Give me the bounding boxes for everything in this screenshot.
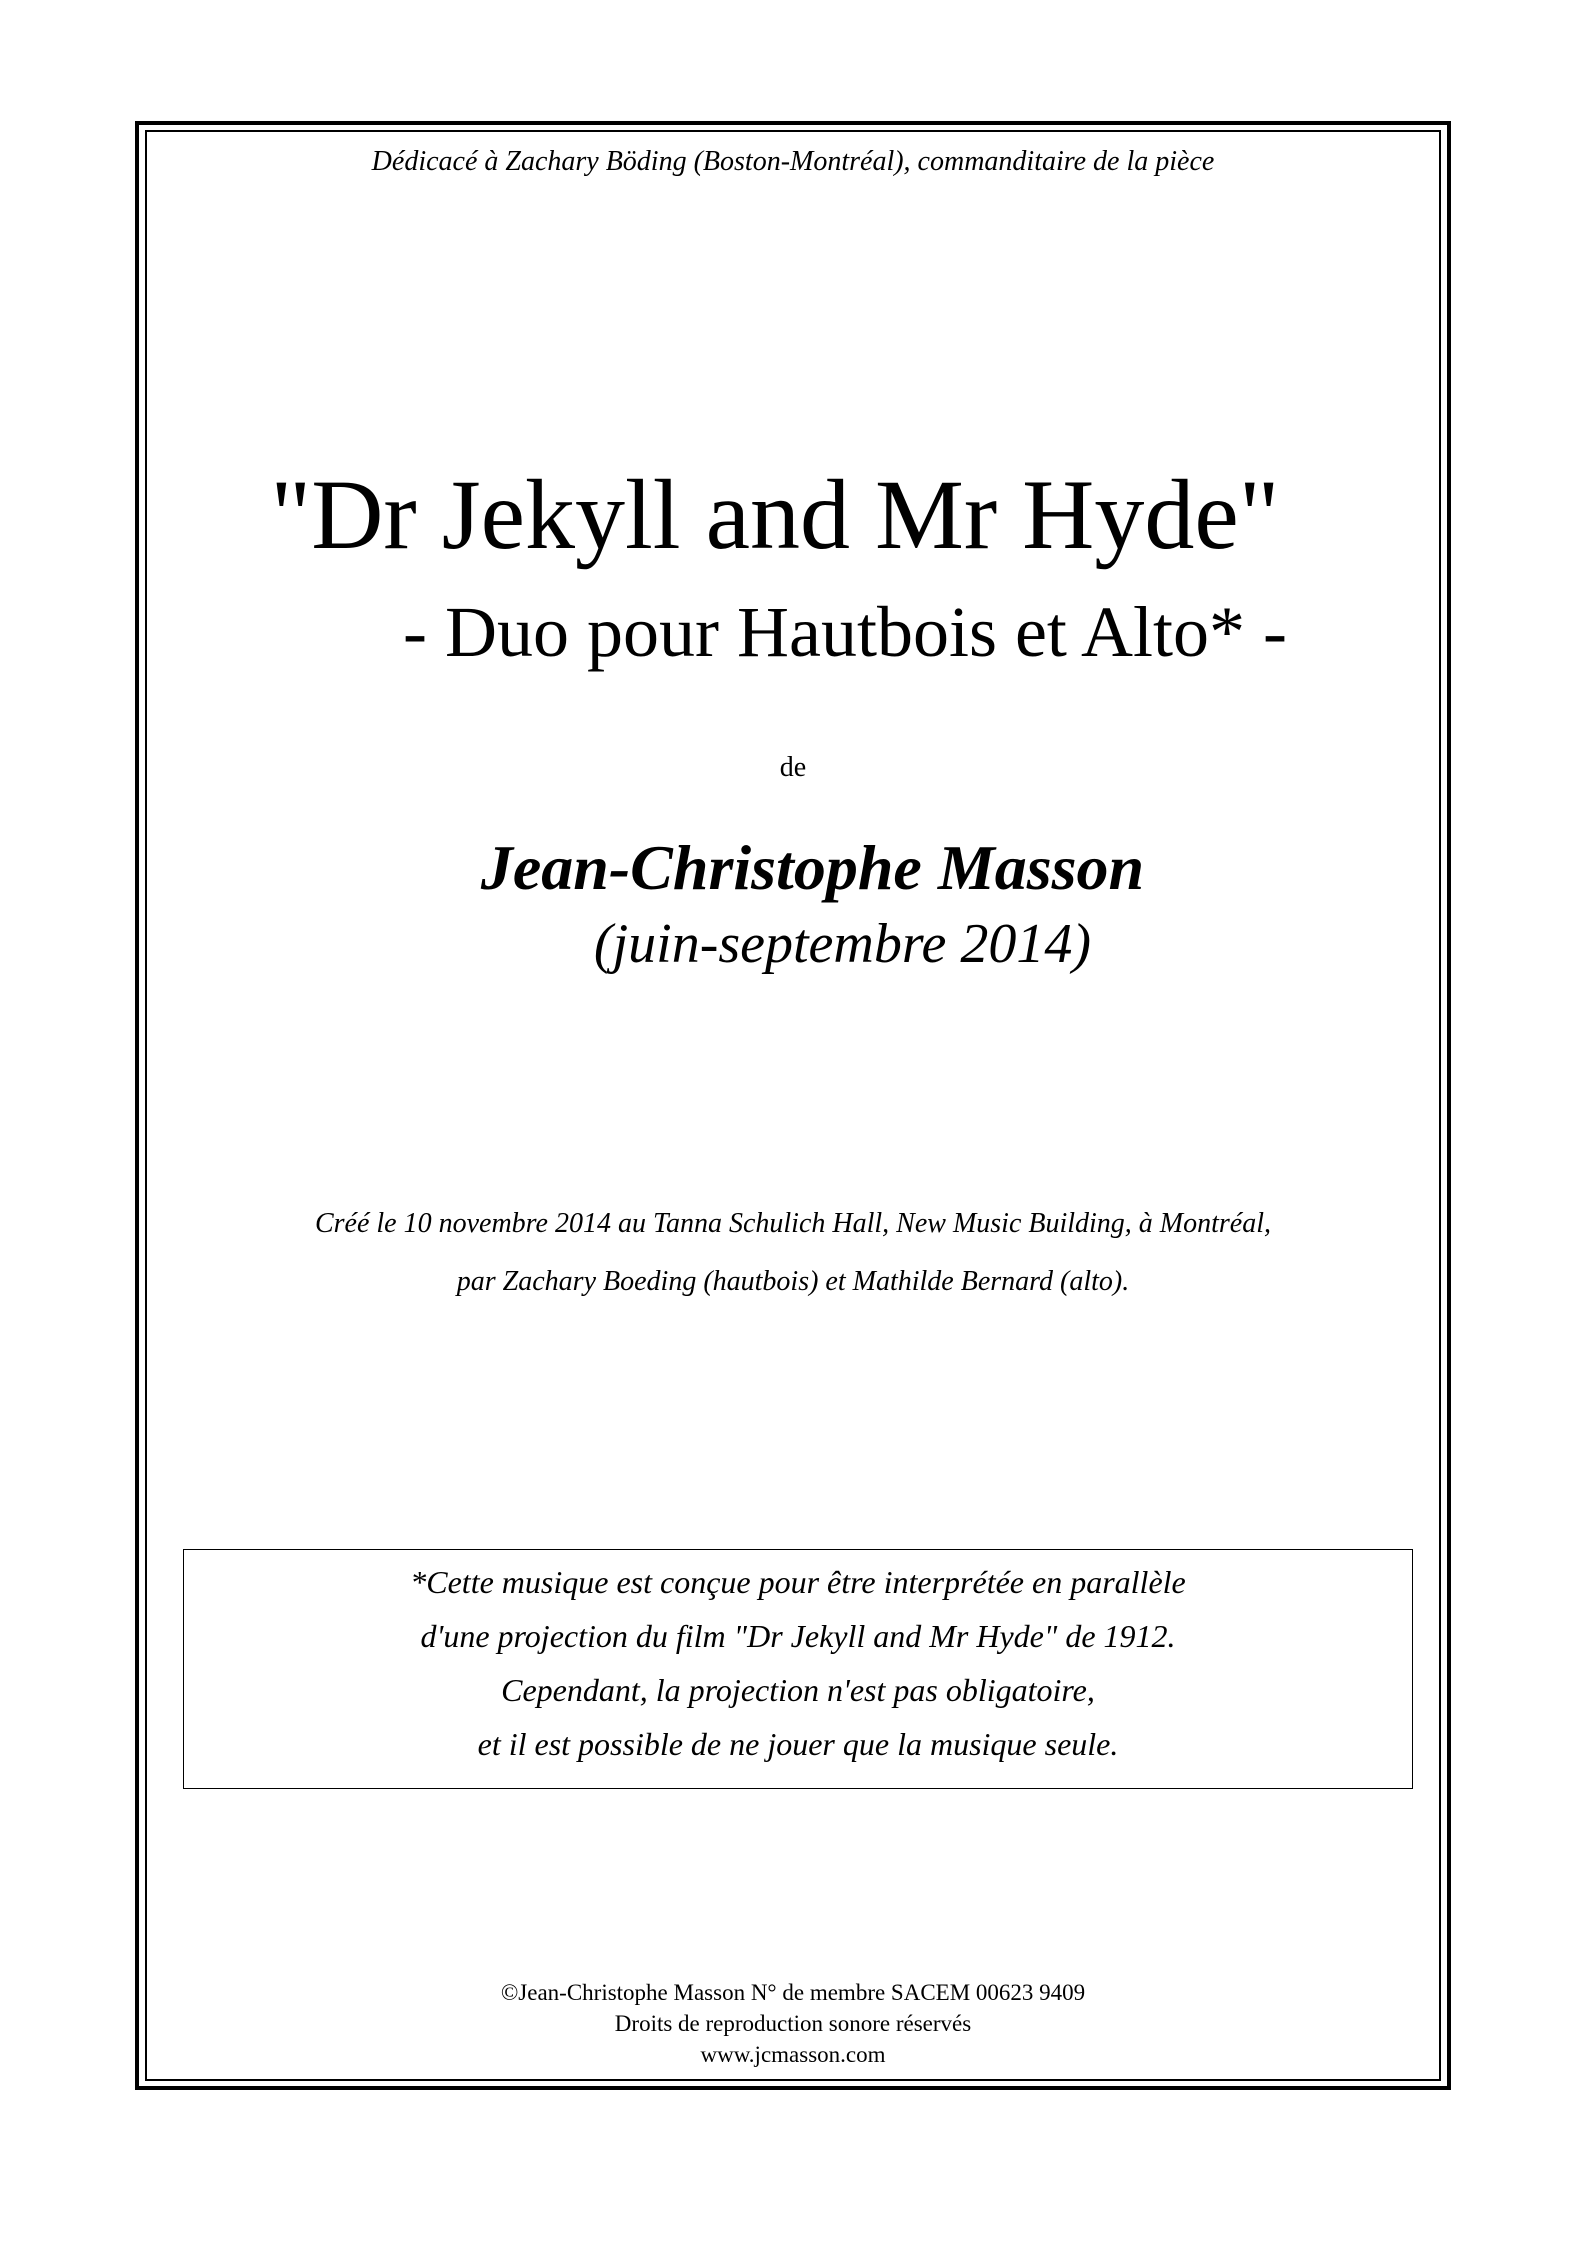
note-line-2: d'une projection du film "Dr Jekyll and Mr Hyde" de 1912. <box>420 1618 1176 1654</box>
copyright-line: ©Jean-Christophe Masson N° de membre SACEM 00623 9409 <box>500 1980 1086 2005</box>
by-label: de <box>779 752 807 783</box>
page-title: "Dr Jekyll and Mr Hyde" <box>270 459 1280 570</box>
premiere-line-1: Créé le 10 novembre 2014 au Tanna Schulich Hall, New Music Building, à Montréal, <box>314 1208 1272 1239</box>
note-line-4: et il est possible de ne jouer que la musique seule. <box>477 1726 1119 1762</box>
dedication: Dédicacé à Zachary Böding (Boston-Montréal), commanditaire de la pièce <box>371 146 1215 177</box>
composer-name: Jean-Christophe Masson <box>480 832 1145 903</box>
website-link[interactable]: www.jcmasson.com <box>700 2042 886 2067</box>
note-line-3: Cependant, la projection n'est pas obligatoire, <box>501 1672 1095 1708</box>
note-line-1: *Cette musique est conçue pour être interprétée en parallèle <box>410 1564 1186 1600</box>
page-subtitle: - Duo pour Hautbois et Alto* - <box>403 592 1287 672</box>
premiere-line-2: par Zachary Boeding (hautbois) et Mathilde Bernard (alto). <box>456 1266 1130 1297</box>
composition-date: (juin-septembre 2014) <box>593 913 1092 975</box>
rights-line: Droits de reproduction sonore réservés <box>614 2011 972 2036</box>
